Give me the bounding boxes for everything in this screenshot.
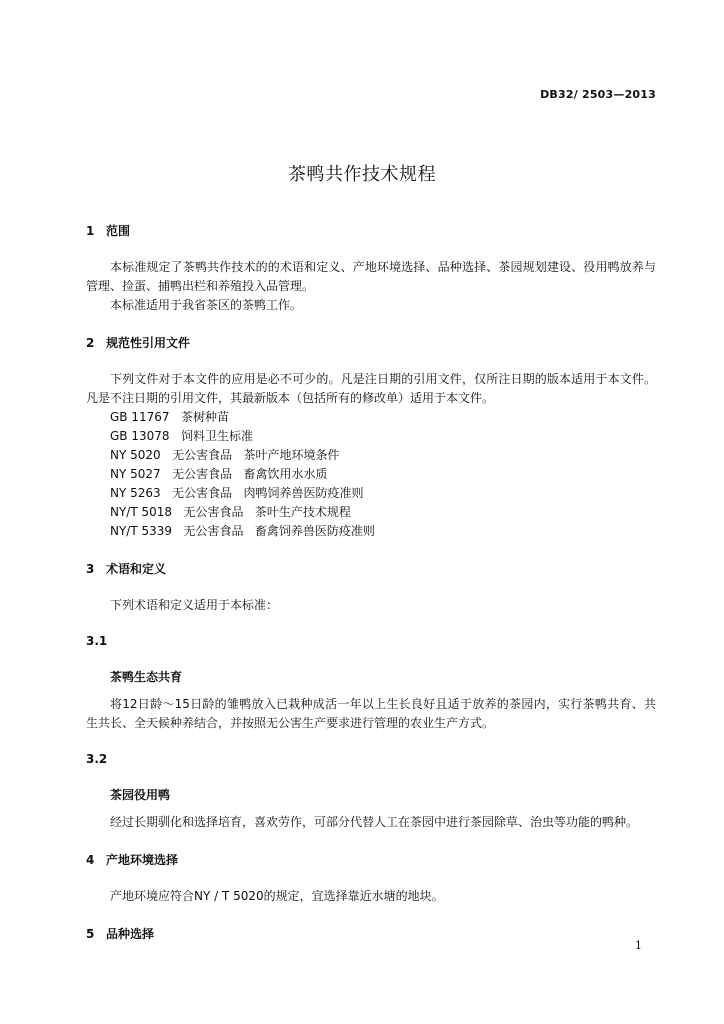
section-title: 范围 [106, 224, 131, 238]
paragraph: 下列文件对于本文件的应用是必不可少的。凡是注日期的引用文件，仅所注日期的版本适用于本文件。凡是不注日期的引用文件，其最新版本（包括所有的修改单）适用于本文件。 [86, 372, 656, 405]
section-title: 品种选择 [106, 927, 155, 941]
section-heading-scope [86, 222, 656, 241]
document-code: DB32/ 2503—2013 [540, 88, 656, 101]
section-number: 1 [86, 224, 95, 238]
reference-item: NY/T 5018 无公害食品 茶叶生产技术规程 [110, 505, 351, 519]
term-number: 3.2 [86, 752, 108, 766]
section-number: 2 [86, 336, 95, 350]
section-number: 5 [86, 927, 95, 941]
term-name: 茶鸭生态共育 [110, 670, 183, 684]
section-heading-terms [86, 560, 656, 579]
page-number: 1 [635, 939, 642, 952]
section-title: 术语和定义 [106, 562, 167, 576]
section-number: 4 [86, 853, 95, 867]
reference-item: GB 11767 茶树种苗 [110, 410, 229, 424]
reference-item: NY 5020 无公害食品 茶叶产地环境条件 [110, 448, 340, 462]
paragraph: 下列术语和定义适用于本标准： [110, 598, 279, 612]
section-heading-environment [86, 851, 656, 870]
term-definition: 经过长期驯化和选择培育，喜欢劳作，可部分代替人工在茶园中进行茶园除草、治虫等功能的鸭种。 [110, 815, 639, 829]
document-title: 茶鸭共作技术规程 [288, 164, 436, 185]
section-title: 规范性引用文件 [106, 336, 191, 350]
term-number: 3.1 [86, 634, 108, 648]
section-heading-breed [86, 925, 656, 944]
document-body [86, 222, 656, 944]
reference-item: NY 5027 无公害食品 畜禽饮用水水质 [110, 467, 328, 481]
section-heading-normative-references [86, 334, 656, 353]
paragraph: 产地环境应符合NY / T 5020的规定，宜选择靠近水塘的地块。 [110, 889, 444, 903]
reference-item: GB 13078 饲料卫生标准 [110, 429, 253, 443]
section-number: 3 [86, 562, 95, 576]
paragraph: 本标准适用于我省茶区的茶鸭工作。 [110, 298, 303, 312]
term-definition: 将12日龄～15日龄的雏鸭放入已栽种成活一年以上生长良好且适于放养的茶园内，实行茶鸭共育、共生共长、全天候种养结合，并按照无公害生产要求进行管理的农业生产方式。 [86, 697, 656, 730]
paragraph: 本标准规定了茶鸭共作技术的的术语和定义、产地环境选择、品种选择、茶园规划建设、役用鸭放养与管理、捡蛋、捕鸭出栏和养殖投入品管理。 [86, 260, 656, 293]
reference-item: NY/T 5339 无公害食品 畜禽饲养兽医防疫准则 [110, 524, 375, 538]
reference-item: NY 5263 无公害食品 肉鸭饲养兽医防疫准则 [110, 486, 364, 500]
section-title: 产地环境选择 [106, 853, 179, 867]
term-name: 茶园役用鸭 [110, 788, 171, 802]
